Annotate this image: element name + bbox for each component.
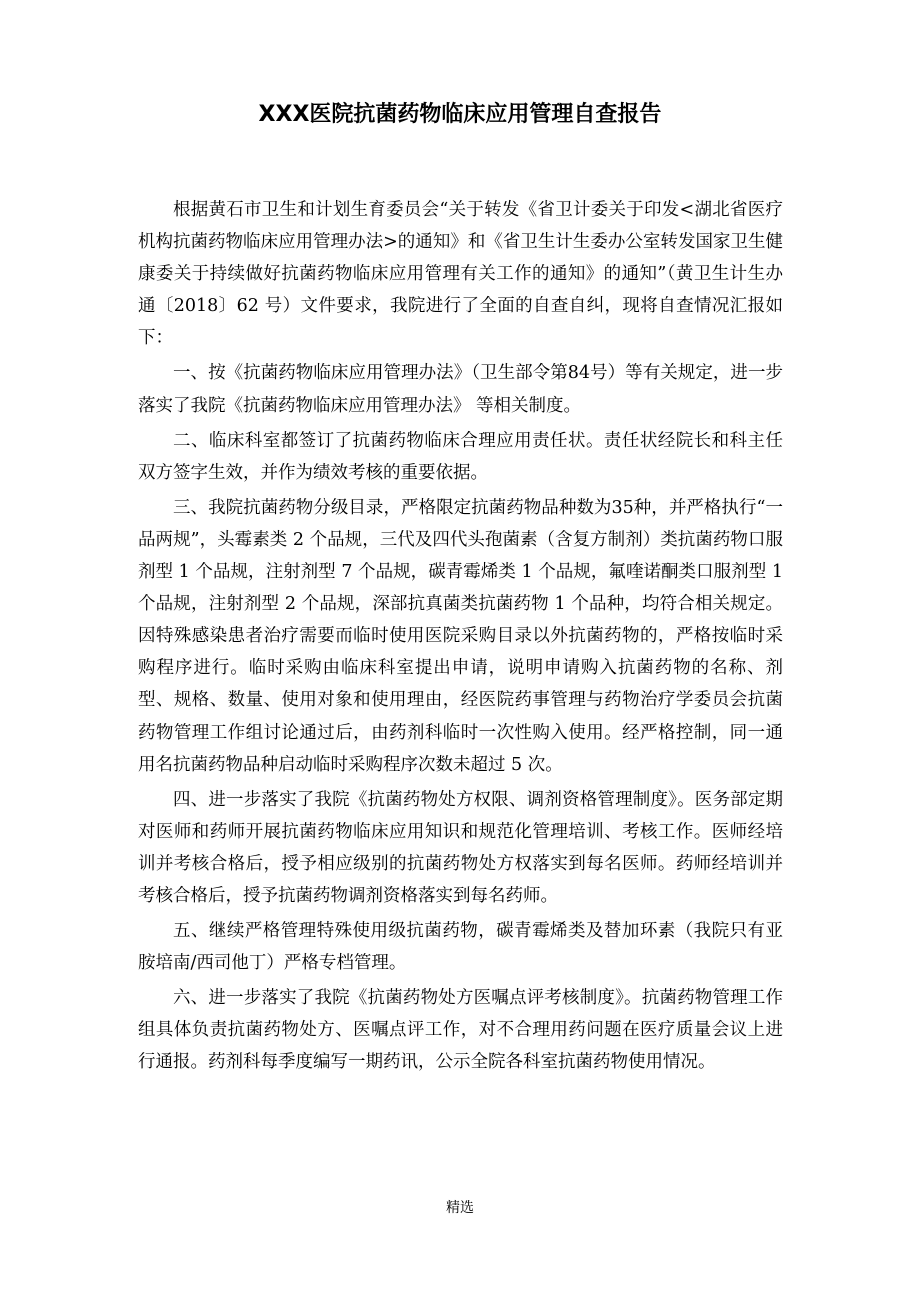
document-body [138, 194, 783, 1079]
paragraph-item-4: 四、进一步落实了我院《抗菌药物处方权限、调剂资格管理制度》。医务部定期对医师和药师开展抗菌药物临床应用知识和规范化管理培训、考核工作。医师经培训并考核合格后，授予相应级别的抗菌药物处方权落实到每名医师。药师经培训并考核合格后，授予抗菌药物调剂资格落实到每名药师。 [138, 789, 783, 906]
document-title: XXX医院抗菌药物临床应用管理自查报告 [258, 102, 662, 127]
paragraph-item-1: 一、按《抗菌药物临床应用管理办法》（卫生部令第84号）等有关规定，进一步落实了我院《抗菌药物临床应用管理办法》 等相关制度。 [138, 363, 783, 416]
paragraph-item-5: 五、继续严格管理特殊使用级抗菌药物，碳青霉烯类及替加环素（我院只有亚胺培南/西司他丁）严格专档管理。 [138, 921, 783, 974]
paragraph-item-2: 二、临床科室都签订了抗菌药物临床合理应用责任状。责任状经院长和科主任双方签字生效，并作为绩效考核的重要依据。 [138, 430, 783, 483]
page-footer: 精选 [446, 1200, 474, 1216]
paragraph-item-6: 六、进一步落实了我院《抗菌药物处方医嘱点评考核制度》。抗菌药物管理工作组具体负责抗菌药物处方、医嘱点评工作，对不合理用药问题在医疗质量会议上进行通报。药剂科每季度编写一期药讯，公示全院各科室抗菌药物使用情况。 [138, 988, 783, 1073]
paragraph-item-3: 三、我院抗菌药物分级目录，严格限定抗菌药物品种数为35种，并严格执行“一品两规”，头霉素类 2 个品规，三代及四代头孢菌素（含复方制剂）类抗菌药物口服剂型 1 个品规，注射剂型 7 个品规，碳青霉烯类 1 个品规，氟喹诺酮类口服剂型 1 个品规，注射剂型 2 个品规，深部抗真菌类抗菌药物 1 个品种，均符合相关规定。因特殊感染患者治疗需要而临时使用医院采购目录以外抗菌药物的，严格按临时采购程序进行。临时采购由临床科室提出申请，说明申请购入抗菌药物的名称、剂型、规格、数量、使用对象和使用理由，经医院药事管理与药物治疗学委员会抗菌药物管理工作组讨论通过后，由药剂科临时一次性购入使用。经严格控制，同一通用名抗菌药物品种启动临时采购程序次数未超过 5 次。 [138, 497, 783, 775]
paragraph-intro: 根据黄石市卫生和计划生育委员会“关于转发《省卫计委关于印发<湖北省医疗机构抗菌药物临床应用管理办法>的通知》和《省卫生计生委办公室转发国家卫生健康委关于持续做好抗菌药物临床应用管理有关工作的通知》的通知”（黄卫生计生办通〔2018〕62 号）文件要求，我院进行了全面的自查自纠，现将自查情况汇报如下： [138, 200, 783, 349]
